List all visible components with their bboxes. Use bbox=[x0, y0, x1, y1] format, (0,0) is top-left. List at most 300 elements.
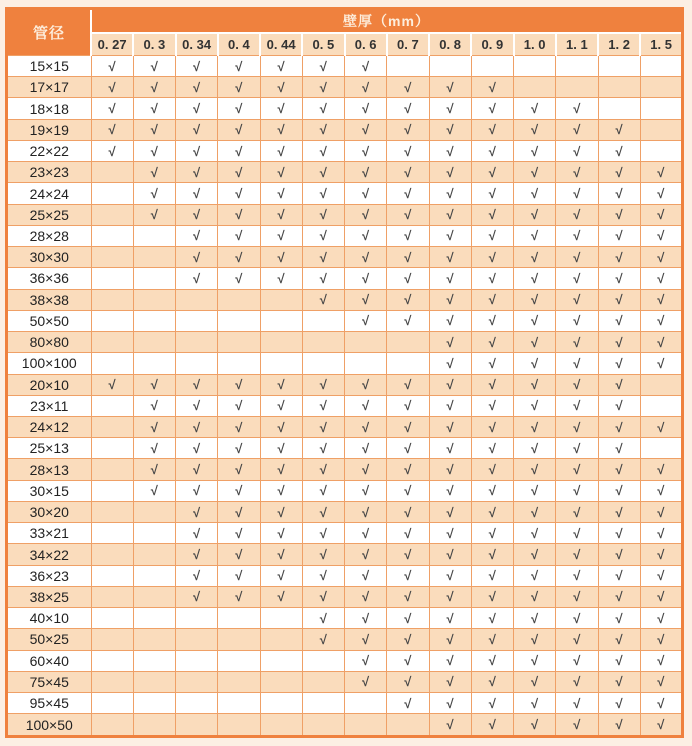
check-cell: √ bbox=[471, 183, 513, 204]
check-cell: √ bbox=[640, 671, 682, 692]
empty-cell bbox=[91, 714, 133, 737]
check-cell: √ bbox=[133, 140, 175, 161]
check-cell: √ bbox=[176, 586, 218, 607]
size-label: 36×23 bbox=[7, 565, 92, 586]
check-cell: √ bbox=[429, 98, 471, 119]
table-row bbox=[7, 480, 683, 501]
check-cell: √ bbox=[556, 310, 598, 331]
empty-cell bbox=[91, 353, 133, 374]
check-cell: √ bbox=[556, 501, 598, 522]
check-cell: √ bbox=[471, 395, 513, 416]
check-cell: √ bbox=[302, 501, 344, 522]
size-label: 28×28 bbox=[7, 225, 92, 246]
check-cell: √ bbox=[429, 416, 471, 437]
header-row-main bbox=[7, 9, 683, 34]
check-cell: √ bbox=[471, 98, 513, 119]
thickness-col-header: 0. 44 bbox=[260, 33, 302, 56]
check-cell: √ bbox=[302, 268, 344, 289]
check-cell: √ bbox=[345, 501, 387, 522]
empty-cell bbox=[91, 268, 133, 289]
check-cell: √ bbox=[514, 310, 556, 331]
table-row bbox=[7, 523, 683, 544]
table-row bbox=[7, 98, 683, 119]
check-cell: √ bbox=[260, 204, 302, 225]
check-cell: √ bbox=[260, 544, 302, 565]
table-row bbox=[7, 225, 683, 246]
empty-cell bbox=[91, 204, 133, 225]
empty-cell bbox=[387, 56, 429, 77]
check-cell: √ bbox=[471, 629, 513, 650]
check-cell: √ bbox=[598, 629, 640, 650]
check-cell: √ bbox=[556, 438, 598, 459]
empty-cell bbox=[133, 608, 175, 629]
thickness-col-header: 0. 27 bbox=[91, 33, 133, 56]
check-cell: √ bbox=[218, 544, 260, 565]
check-cell: √ bbox=[598, 416, 640, 437]
size-label: 38×25 bbox=[7, 586, 92, 607]
empty-cell bbox=[133, 671, 175, 692]
table-row bbox=[7, 501, 683, 522]
check-cell: √ bbox=[345, 268, 387, 289]
empty-cell bbox=[176, 671, 218, 692]
check-cell: √ bbox=[429, 629, 471, 650]
empty-cell bbox=[91, 650, 133, 671]
empty-cell bbox=[260, 714, 302, 737]
size-label: 23×11 bbox=[7, 395, 92, 416]
table-body bbox=[7, 56, 683, 737]
empty-cell bbox=[260, 353, 302, 374]
empty-cell bbox=[133, 565, 175, 586]
check-cell: √ bbox=[218, 480, 260, 501]
check-cell: √ bbox=[471, 289, 513, 310]
check-cell: √ bbox=[345, 98, 387, 119]
check-cell: √ bbox=[429, 332, 471, 353]
check-cell: √ bbox=[260, 56, 302, 77]
check-cell: √ bbox=[387, 395, 429, 416]
check-cell: √ bbox=[345, 438, 387, 459]
size-label: 34×22 bbox=[7, 544, 92, 565]
check-cell: √ bbox=[429, 608, 471, 629]
check-cell: √ bbox=[429, 310, 471, 331]
check-cell: √ bbox=[302, 77, 344, 98]
check-cell: √ bbox=[387, 98, 429, 119]
check-cell: √ bbox=[640, 693, 682, 714]
check-cell: √ bbox=[387, 140, 429, 161]
table-row bbox=[7, 629, 683, 650]
empty-cell bbox=[133, 650, 175, 671]
empty-cell bbox=[260, 332, 302, 353]
size-label: 28×13 bbox=[7, 459, 92, 480]
check-cell: √ bbox=[302, 523, 344, 544]
table-row bbox=[7, 565, 683, 586]
thickness-header: 壁厚（mm） bbox=[91, 9, 683, 34]
check-cell: √ bbox=[514, 523, 556, 544]
check-cell: √ bbox=[260, 523, 302, 544]
check-cell: √ bbox=[176, 544, 218, 565]
thickness-col-header: 0. 4 bbox=[218, 33, 260, 56]
check-cell: √ bbox=[387, 586, 429, 607]
empty-cell bbox=[91, 225, 133, 246]
empty-cell bbox=[176, 332, 218, 353]
table-row bbox=[7, 204, 683, 225]
empty-cell bbox=[302, 353, 344, 374]
check-cell: √ bbox=[514, 544, 556, 565]
check-cell: √ bbox=[429, 77, 471, 98]
check-cell: √ bbox=[218, 247, 260, 268]
check-cell: √ bbox=[556, 395, 598, 416]
check-cell: √ bbox=[514, 438, 556, 459]
check-cell: √ bbox=[556, 565, 598, 586]
check-cell: √ bbox=[302, 438, 344, 459]
empty-cell bbox=[218, 650, 260, 671]
check-cell: √ bbox=[556, 459, 598, 480]
check-cell: √ bbox=[218, 438, 260, 459]
check-cell: √ bbox=[471, 480, 513, 501]
check-cell: √ bbox=[387, 629, 429, 650]
check-cell: √ bbox=[133, 395, 175, 416]
check-cell: √ bbox=[598, 693, 640, 714]
check-cell: √ bbox=[176, 56, 218, 77]
table-row bbox=[7, 586, 683, 607]
thickness-col-header: 0. 3 bbox=[133, 33, 175, 56]
check-cell: √ bbox=[556, 523, 598, 544]
empty-cell bbox=[133, 693, 175, 714]
check-cell: √ bbox=[302, 629, 344, 650]
check-cell: √ bbox=[91, 98, 133, 119]
empty-cell bbox=[218, 608, 260, 629]
size-label: 95×45 bbox=[7, 693, 92, 714]
check-cell: √ bbox=[387, 77, 429, 98]
empty-cell bbox=[133, 714, 175, 737]
empty-cell bbox=[176, 629, 218, 650]
check-cell: √ bbox=[176, 438, 218, 459]
check-cell: √ bbox=[387, 119, 429, 140]
empty-cell bbox=[302, 693, 344, 714]
check-cell: √ bbox=[429, 162, 471, 183]
empty-cell bbox=[176, 289, 218, 310]
check-cell: √ bbox=[345, 586, 387, 607]
size-label: 24×24 bbox=[7, 183, 92, 204]
check-cell: √ bbox=[598, 310, 640, 331]
empty-cell bbox=[91, 565, 133, 586]
thickness-values-row bbox=[7, 33, 683, 56]
check-cell: √ bbox=[598, 204, 640, 225]
check-cell: √ bbox=[218, 183, 260, 204]
empty-cell bbox=[176, 693, 218, 714]
check-cell: √ bbox=[514, 289, 556, 310]
thickness-col-header: 1. 2 bbox=[598, 33, 640, 56]
check-cell: √ bbox=[260, 140, 302, 161]
check-cell: √ bbox=[345, 77, 387, 98]
empty-cell bbox=[640, 119, 682, 140]
check-cell: √ bbox=[345, 459, 387, 480]
check-cell: √ bbox=[556, 183, 598, 204]
check-cell: √ bbox=[387, 162, 429, 183]
empty-cell bbox=[345, 353, 387, 374]
check-cell: √ bbox=[556, 268, 598, 289]
empty-cell bbox=[556, 77, 598, 98]
check-cell: √ bbox=[218, 119, 260, 140]
check-cell: √ bbox=[429, 289, 471, 310]
check-cell: √ bbox=[429, 501, 471, 522]
check-cell: √ bbox=[302, 608, 344, 629]
check-cell: √ bbox=[260, 98, 302, 119]
check-cell: √ bbox=[471, 693, 513, 714]
check-cell: √ bbox=[387, 247, 429, 268]
check-cell: √ bbox=[176, 565, 218, 586]
size-label: 80×80 bbox=[7, 332, 92, 353]
check-cell: √ bbox=[429, 225, 471, 246]
table-row bbox=[7, 140, 683, 161]
check-cell: √ bbox=[260, 501, 302, 522]
check-cell: √ bbox=[387, 459, 429, 480]
empty-cell bbox=[133, 247, 175, 268]
check-cell: √ bbox=[302, 565, 344, 586]
check-cell: √ bbox=[302, 586, 344, 607]
check-cell: √ bbox=[471, 374, 513, 395]
check-cell: √ bbox=[176, 204, 218, 225]
check-cell: √ bbox=[429, 523, 471, 544]
empty-cell bbox=[133, 268, 175, 289]
empty-cell bbox=[345, 714, 387, 737]
check-cell: √ bbox=[218, 501, 260, 522]
check-cell: √ bbox=[176, 395, 218, 416]
table-row bbox=[7, 438, 683, 459]
thickness-col-header: 1. 1 bbox=[556, 33, 598, 56]
check-cell: √ bbox=[387, 438, 429, 459]
check-cell: √ bbox=[91, 119, 133, 140]
check-cell: √ bbox=[133, 480, 175, 501]
check-cell: √ bbox=[176, 374, 218, 395]
size-label: 100×50 bbox=[7, 714, 92, 737]
check-cell: √ bbox=[514, 162, 556, 183]
check-cell: √ bbox=[429, 183, 471, 204]
check-cell: √ bbox=[640, 247, 682, 268]
check-cell: √ bbox=[176, 416, 218, 437]
table-row bbox=[7, 693, 683, 714]
thickness-col-header: 0. 34 bbox=[176, 33, 218, 56]
table-row bbox=[7, 650, 683, 671]
check-cell: √ bbox=[218, 565, 260, 586]
check-cell: √ bbox=[598, 565, 640, 586]
empty-cell bbox=[471, 56, 513, 77]
table-row bbox=[7, 374, 683, 395]
table-row bbox=[7, 416, 683, 437]
check-cell: √ bbox=[514, 98, 556, 119]
thickness-col-header: 0. 9 bbox=[471, 33, 513, 56]
check-cell: √ bbox=[640, 268, 682, 289]
check-cell: √ bbox=[640, 459, 682, 480]
table-row bbox=[7, 310, 683, 331]
empty-cell bbox=[91, 289, 133, 310]
empty-cell bbox=[218, 629, 260, 650]
thickness-col-header: 0. 8 bbox=[429, 33, 471, 56]
check-cell: √ bbox=[598, 671, 640, 692]
thickness-col-header: 1. 5 bbox=[640, 33, 682, 56]
check-cell: √ bbox=[429, 544, 471, 565]
check-cell: √ bbox=[556, 225, 598, 246]
check-cell: √ bbox=[640, 629, 682, 650]
check-cell: √ bbox=[387, 289, 429, 310]
empty-cell bbox=[91, 247, 133, 268]
check-cell: √ bbox=[176, 162, 218, 183]
check-cell: √ bbox=[176, 247, 218, 268]
check-cell: √ bbox=[598, 501, 640, 522]
empty-cell bbox=[598, 56, 640, 77]
empty-cell bbox=[429, 56, 471, 77]
check-cell: √ bbox=[218, 225, 260, 246]
check-cell: √ bbox=[302, 162, 344, 183]
check-cell: √ bbox=[556, 671, 598, 692]
size-label: 25×13 bbox=[7, 438, 92, 459]
empty-cell bbox=[640, 438, 682, 459]
empty-cell bbox=[91, 544, 133, 565]
check-cell: √ bbox=[345, 629, 387, 650]
check-cell: √ bbox=[260, 438, 302, 459]
check-cell: √ bbox=[429, 459, 471, 480]
check-cell: √ bbox=[176, 523, 218, 544]
table-row bbox=[7, 671, 683, 692]
check-cell: √ bbox=[514, 608, 556, 629]
size-label: 23×23 bbox=[7, 162, 92, 183]
empty-cell bbox=[176, 310, 218, 331]
check-cell: √ bbox=[218, 416, 260, 437]
empty-cell bbox=[176, 714, 218, 737]
check-cell: √ bbox=[345, 225, 387, 246]
check-cell: √ bbox=[640, 544, 682, 565]
check-cell: √ bbox=[429, 395, 471, 416]
check-cell: √ bbox=[598, 459, 640, 480]
check-cell: √ bbox=[471, 608, 513, 629]
thickness-col-header: 0. 6 bbox=[345, 33, 387, 56]
empty-cell bbox=[260, 693, 302, 714]
check-cell: √ bbox=[302, 183, 344, 204]
check-cell: √ bbox=[260, 416, 302, 437]
check-cell: √ bbox=[471, 119, 513, 140]
thickness-col-header: 0. 7 bbox=[387, 33, 429, 56]
empty-cell bbox=[218, 310, 260, 331]
thickness-col-header: 1. 0 bbox=[514, 33, 556, 56]
check-cell: √ bbox=[387, 480, 429, 501]
check-cell: √ bbox=[514, 247, 556, 268]
empty-cell bbox=[218, 289, 260, 310]
check-cell: √ bbox=[598, 332, 640, 353]
check-cell: √ bbox=[429, 480, 471, 501]
check-cell: √ bbox=[640, 353, 682, 374]
check-cell: √ bbox=[133, 98, 175, 119]
check-cell: √ bbox=[514, 140, 556, 161]
check-cell: √ bbox=[133, 438, 175, 459]
check-cell: √ bbox=[598, 247, 640, 268]
check-cell: √ bbox=[387, 671, 429, 692]
check-cell: √ bbox=[598, 650, 640, 671]
table-row bbox=[7, 289, 683, 310]
check-cell: √ bbox=[260, 77, 302, 98]
table-row bbox=[7, 247, 683, 268]
check-cell: √ bbox=[514, 225, 556, 246]
check-cell: √ bbox=[556, 204, 598, 225]
check-cell: √ bbox=[429, 119, 471, 140]
check-cell: √ bbox=[556, 119, 598, 140]
table-row bbox=[7, 714, 683, 737]
check-cell: √ bbox=[556, 374, 598, 395]
check-cell: √ bbox=[640, 289, 682, 310]
check-cell: √ bbox=[556, 289, 598, 310]
check-cell: √ bbox=[218, 204, 260, 225]
empty-cell bbox=[302, 310, 344, 331]
check-cell: √ bbox=[598, 586, 640, 607]
check-cell: √ bbox=[598, 395, 640, 416]
size-label: 25×25 bbox=[7, 204, 92, 225]
check-cell: √ bbox=[640, 416, 682, 437]
empty-cell bbox=[260, 289, 302, 310]
check-cell: √ bbox=[218, 98, 260, 119]
check-cell: √ bbox=[218, 586, 260, 607]
table-row bbox=[7, 119, 683, 140]
check-cell: √ bbox=[133, 374, 175, 395]
check-cell: √ bbox=[471, 140, 513, 161]
check-cell: √ bbox=[598, 140, 640, 161]
empty-cell bbox=[176, 650, 218, 671]
check-cell: √ bbox=[640, 650, 682, 671]
empty-cell bbox=[91, 183, 133, 204]
check-cell: √ bbox=[133, 77, 175, 98]
size-label: 100×100 bbox=[7, 353, 92, 374]
check-cell: √ bbox=[556, 714, 598, 737]
check-cell: √ bbox=[429, 650, 471, 671]
check-cell: √ bbox=[302, 98, 344, 119]
check-cell: √ bbox=[598, 289, 640, 310]
check-cell: √ bbox=[302, 459, 344, 480]
check-cell: √ bbox=[471, 544, 513, 565]
size-label: 50×25 bbox=[7, 629, 92, 650]
check-cell: √ bbox=[91, 77, 133, 98]
empty-cell bbox=[514, 56, 556, 77]
empty-cell bbox=[133, 523, 175, 544]
check-cell: √ bbox=[387, 183, 429, 204]
table-row bbox=[7, 56, 683, 77]
empty-cell bbox=[91, 480, 133, 501]
table-row bbox=[7, 268, 683, 289]
check-cell: √ bbox=[345, 544, 387, 565]
check-cell: √ bbox=[260, 565, 302, 586]
check-cell: √ bbox=[471, 438, 513, 459]
check-cell: √ bbox=[387, 501, 429, 522]
check-cell: √ bbox=[133, 56, 175, 77]
check-cell: √ bbox=[429, 268, 471, 289]
check-cell: √ bbox=[345, 565, 387, 586]
check-cell: √ bbox=[260, 225, 302, 246]
check-cell: √ bbox=[471, 714, 513, 737]
check-cell: √ bbox=[640, 586, 682, 607]
table-row bbox=[7, 395, 683, 416]
check-cell: √ bbox=[429, 353, 471, 374]
empty-cell bbox=[302, 714, 344, 737]
empty-cell bbox=[640, 77, 682, 98]
check-cell: √ bbox=[133, 183, 175, 204]
check-cell: √ bbox=[471, 332, 513, 353]
check-cell: √ bbox=[302, 544, 344, 565]
check-cell: √ bbox=[598, 225, 640, 246]
table-header bbox=[7, 9, 683, 56]
check-cell: √ bbox=[260, 395, 302, 416]
check-cell: √ bbox=[345, 374, 387, 395]
check-cell: √ bbox=[598, 523, 640, 544]
check-cell: √ bbox=[471, 204, 513, 225]
check-cell: √ bbox=[471, 353, 513, 374]
check-cell: √ bbox=[556, 353, 598, 374]
check-cell: √ bbox=[471, 650, 513, 671]
